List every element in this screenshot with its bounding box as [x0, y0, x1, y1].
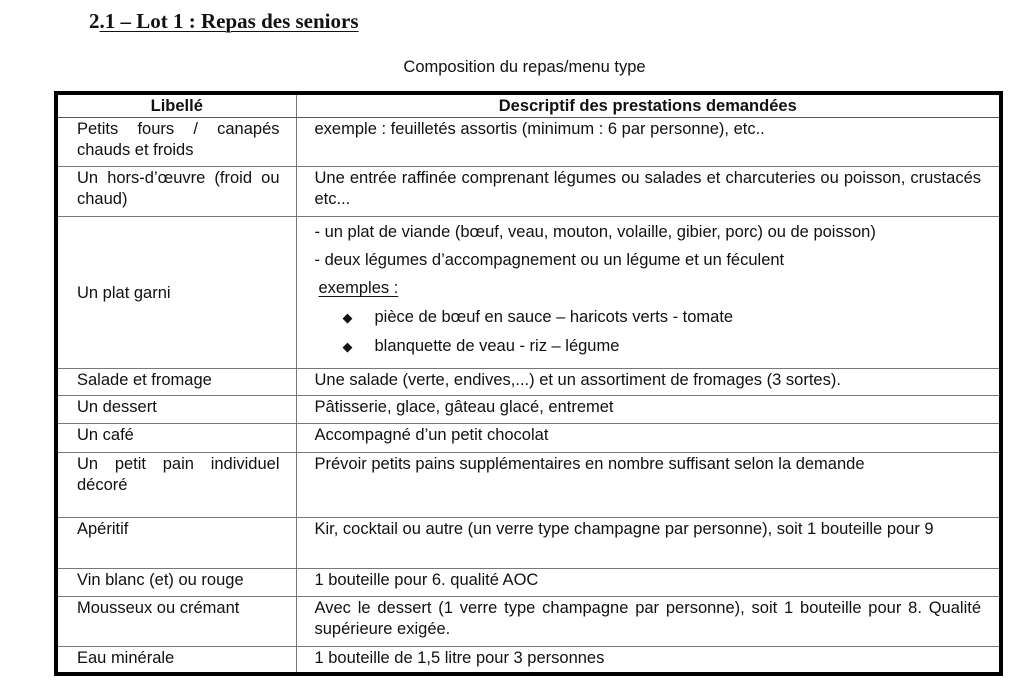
row-label: Un hors-d’œuvre (froid ou chaud) — [56, 167, 296, 217]
row-description: Pâtisserie, glace, gâteau glacé, entremet — [296, 396, 1001, 424]
table-row — [56, 569, 1001, 597]
example-item — [343, 307, 982, 328]
row-description: Kir, cocktail ou autre (un verre type champagne par personne), soit 1 bouteille pour 9 — [296, 518, 1001, 569]
table-row — [56, 597, 1001, 647]
table-row — [56, 424, 1001, 453]
row-label: Vin blanc (et) ou rouge — [56, 569, 296, 597]
section-heading — [89, 9, 359, 34]
table-row — [56, 453, 1001, 518]
header-label: Libellé — [56, 93, 296, 118]
example-item — [343, 336, 982, 357]
diamond-bullet-icon: ◆ — [342, 339, 353, 354]
row-description: Une entrée raffinée comprenant légumes ou salades et charcuteries ou poisson, crustacés etc... — [296, 167, 1001, 217]
table-row — [56, 118, 1001, 167]
table-row — [56, 647, 1001, 674]
row-label: Apéritif — [56, 518, 296, 569]
menu-composition-table — [54, 91, 1003, 676]
row-label: Un petit pain individuel décoré — [56, 453, 296, 518]
row-label: Mousseux ou crémant — [56, 597, 296, 647]
table-row — [56, 167, 1001, 217]
example-text: pièce de bœuf en sauce – haricots verts - tomate — [374, 308, 734, 326]
row-description: Une salade (verte, endives,...) et un assortiment de fromages (3 sortes). — [296, 369, 1001, 396]
row-label: Eau minérale — [56, 647, 296, 674]
row-label: Salade et fromage — [56, 369, 296, 396]
table-row — [56, 518, 1001, 569]
table-header-row — [56, 93, 1001, 118]
row-label: Petits fours / canapés chauds et froids — [56, 118, 296, 167]
row-description: Accompagné d’un petit chocolat — [296, 424, 1001, 453]
row-description: 1 bouteille pour 6. qualité AOC — [296, 569, 1001, 597]
section-title: .1 – Lot 1 : Repas des seniors — [99, 9, 359, 33]
examples-label: exemples : — [318, 279, 399, 297]
diamond-bullet-icon: ◆ — [342, 310, 353, 325]
row-label: Un dessert — [56, 396, 296, 424]
example-text: blanquette de veau - riz – légume — [374, 337, 620, 355]
table-row — [56, 396, 1001, 424]
row-description: Prévoir petits pains supplémentaires en nombre suffisant selon la demande — [296, 453, 1001, 518]
description-line: - un plat de viande (bœuf, veau, mouton, volaille, gibier, porc) ou de poisson) — [314, 223, 876, 241]
row-label: Un plat garni — [56, 217, 296, 369]
row-description: Avec le dessert (1 verre type champagne par personne), soit 1 bouteille pour 8. Qualité supérieure exigée. — [296, 597, 1001, 647]
description-line: - deux légumes d’accompagnement ou un légume et un féculent — [314, 251, 785, 269]
section-number: 2 — [89, 9, 100, 33]
header-description: Descriptif des prestations demandées — [296, 93, 1001, 118]
table-row — [56, 217, 1001, 369]
row-label: Un café — [56, 424, 296, 453]
table-row — [56, 369, 1001, 396]
table-caption: Composition du repas/menu type — [403, 58, 646, 76]
row-description — [296, 217, 1001, 369]
row-description: exemple : feuilletés assortis (minimum : 6 par personne), etc.. — [296, 118, 1001, 167]
row-description: 1 bouteille de 1,5 litre pour 3 personnes — [296, 647, 1001, 674]
